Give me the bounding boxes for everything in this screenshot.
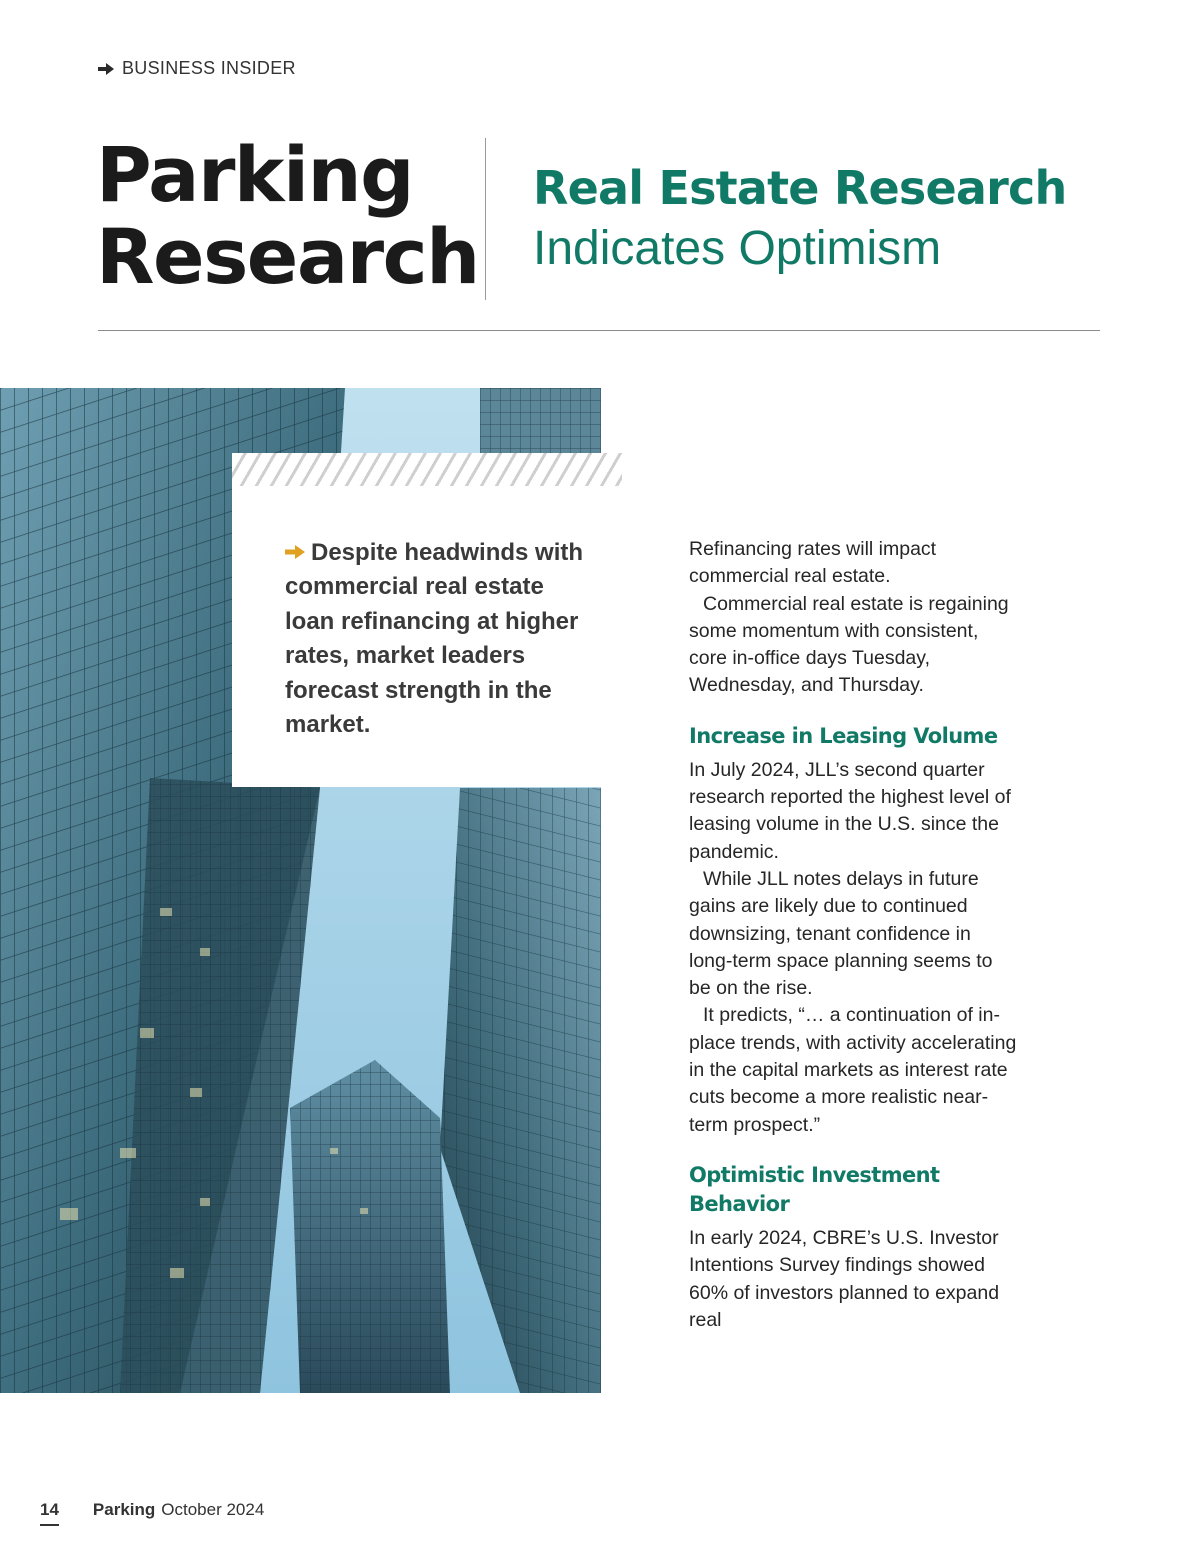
- kicker-label: BUSINESS INSIDER: [122, 58, 296, 78]
- page-footer: [40, 1500, 264, 1526]
- section-heading: Increase in Leasing Volume: [689, 723, 998, 748]
- title-line-2: Research: [96, 212, 479, 301]
- page-number: 14: [40, 1500, 59, 1526]
- paragraph: While JLL notes delays in future gains are likely due to continued downsizing, tenant confidence in long-term space planning seems to be on the rise.: [689, 867, 993, 1000]
- paragraph: Commercial real estate is regaining some momentum with consistent, core in-office days Tuesday, Wednesday, and Thursday.: [689, 592, 1009, 697]
- header-rule: [98, 330, 1100, 331]
- subtitle-line-2: Indicates Optimism: [533, 222, 942, 275]
- pull-quote: [285, 536, 585, 742]
- section-kicker: [98, 58, 296, 79]
- arrow-right-icon: [98, 63, 114, 75]
- arrow-right-icon: [285, 545, 305, 559]
- title-divider: [485, 138, 486, 300]
- section-heading: Optimistic Investment Behavior: [689, 1162, 940, 1216]
- issue-date: October 2024: [161, 1500, 265, 1519]
- paragraph: Refinancing rates will impact commercial real estate.: [689, 538, 937, 588]
- page-subtitle: [533, 158, 1066, 280]
- magazine-name: Parking: [92, 1500, 156, 1519]
- paragraph: It predicts, “… a continuation of in-place trends, with activity accelerating in the capital markets as interest rate cuts become a more realistic near-term prospect.”: [689, 1004, 1017, 1136]
- page-title: [96, 130, 479, 301]
- title-line-1: Parking: [96, 130, 414, 219]
- subtitle-line-1: Real Estate Research: [533, 161, 1067, 215]
- article-column: [689, 536, 1019, 1334]
- pull-quote-text: Despite headwinds with commercial real estate loan refinancing at higher rates, market leaders forecast strength in the market.: [285, 539, 584, 739]
- paragraph: In July 2024, JLL’s second quarter research reported the highest level of leasing volume in the U.S. since the pandemic.: [689, 758, 1011, 863]
- hatch-decoration: [232, 453, 622, 486]
- paragraph: In early 2024, CBRE’s U.S. Investor Intentions Survey findings showed 60% of investors planned to expand real: [689, 1226, 1000, 1331]
